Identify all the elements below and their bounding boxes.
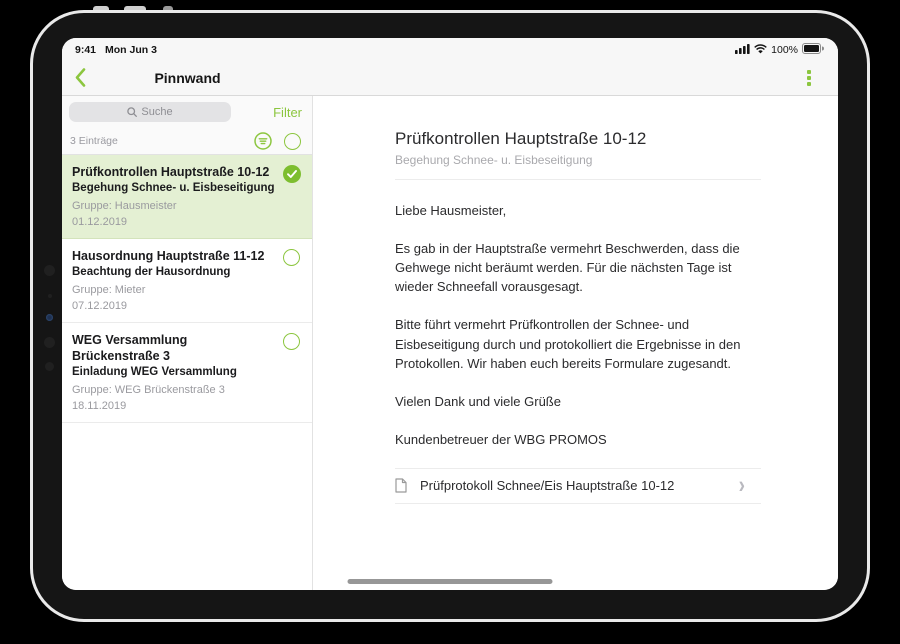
read-status-toggle[interactable] xyxy=(283,165,301,183)
nav-bar xyxy=(62,60,838,96)
empty-circle-icon xyxy=(283,333,300,350)
list-item-title: Hausordnung Hauptstraße 11-12 xyxy=(72,248,265,263)
home-indicator[interactable] xyxy=(348,579,553,584)
filter-circle-icon[interactable] xyxy=(254,132,272,150)
list-item-subtitle: Einladung WEG Versammlung xyxy=(72,366,237,379)
filter-button[interactable]: Filter xyxy=(273,104,302,120)
list-meta-row xyxy=(62,128,312,155)
list-item-group: Gruppe: WEG Brückenstraße 3 xyxy=(72,384,225,397)
list-item[interactable] xyxy=(62,323,312,423)
back-button[interactable] xyxy=(69,66,91,88)
list-item-group: Gruppe: Hausmeister xyxy=(72,200,177,213)
list-item[interactable] xyxy=(62,155,312,239)
list-item-subtitle: Begehung Schnee- u. Eisbeseitigung xyxy=(72,182,275,195)
cellular-signal-icon xyxy=(735,44,750,57)
message-body xyxy=(395,201,761,449)
search-icon xyxy=(127,107,137,117)
page-title: Pinnwand xyxy=(154,69,221,86)
app-screen xyxy=(62,38,838,590)
list-item-subtitle: Beachtung der Hausordnung xyxy=(72,266,231,279)
list-item-title: Prüfkontrollen Hauptstraße 10-12 xyxy=(72,165,270,179)
more-menu-button[interactable] xyxy=(800,68,818,88)
battery-percent: 100% xyxy=(771,44,798,56)
search-placeholder: Suche xyxy=(141,106,173,118)
clock: 9:41 xyxy=(75,44,97,56)
status-bar xyxy=(62,38,838,60)
select-all-circle-icon[interactable] xyxy=(284,133,301,150)
list-item-date: 18.11.2019 xyxy=(72,399,127,412)
battery-icon xyxy=(802,43,824,57)
camera-lens-icon xyxy=(46,314,53,321)
attachment-row[interactable] xyxy=(395,468,761,504)
sidebar xyxy=(62,96,313,590)
detail-subtitle: Begehung Schnee- u. Eisbeseitigung xyxy=(395,153,593,167)
list-item-title: WEG Versammlung Brückenstraße 3 xyxy=(72,332,188,364)
body-paragraph: Kundenbetreuer der WBG PROMOS xyxy=(395,431,607,447)
body-paragraph: Liebe Hausmeister, xyxy=(395,203,507,218)
detail-pane xyxy=(313,96,838,590)
chevron-right-icon: › xyxy=(738,472,745,500)
list-item[interactable] xyxy=(62,239,312,323)
list-item-date: 07.12.2019 xyxy=(72,299,128,312)
attachment-label: Prüfprotokoll Schnee/Eis Hauptstraße 10-12 xyxy=(420,478,675,494)
date: Mon Jun 3 xyxy=(105,44,157,56)
vertical-ellipsis-icon xyxy=(807,70,811,74)
read-status-toggle[interactable] xyxy=(283,333,301,351)
body-paragraph: Vielen Dank und viele Grüße xyxy=(395,393,561,409)
detail-title: Prüfkontrollen Hauptstraße 10-12 xyxy=(395,129,647,148)
search-input[interactable] xyxy=(69,102,231,122)
checkmark-circle-icon xyxy=(283,165,301,183)
chevron-left-icon xyxy=(75,68,86,87)
body-paragraph: Es gab in der Hauptstraße vermehrt Beschwerden, dass die Gehwege nicht beräumt werden. Für die nächsten Tage ist wieder Schneefall vorausgesagt. xyxy=(395,241,740,295)
sensor-dot-2 xyxy=(45,362,54,371)
divider xyxy=(395,179,761,180)
list-item-group: Gruppe: Mieter xyxy=(72,284,146,297)
body-paragraph: Bitte führt vermehrt Prüfkontrollen der Schnee- und Eisbeseitigung durch und protokolliert die Ergebnisse in den Protokollen. Wir haben euch bereits Formulare zugesandt. xyxy=(395,317,741,371)
sensor-dot xyxy=(48,294,52,298)
search-row xyxy=(62,96,312,128)
list-item-date: 01.12.2019 xyxy=(72,215,128,228)
read-status-toggle[interactable] xyxy=(283,249,301,267)
entry-count: 3 Einträge xyxy=(70,135,118,147)
wifi-icon xyxy=(754,44,767,57)
document-icon xyxy=(395,478,407,493)
front-camera-icon xyxy=(44,265,55,276)
empty-circle-icon xyxy=(283,249,300,266)
camera-lens-2-icon xyxy=(44,337,55,348)
